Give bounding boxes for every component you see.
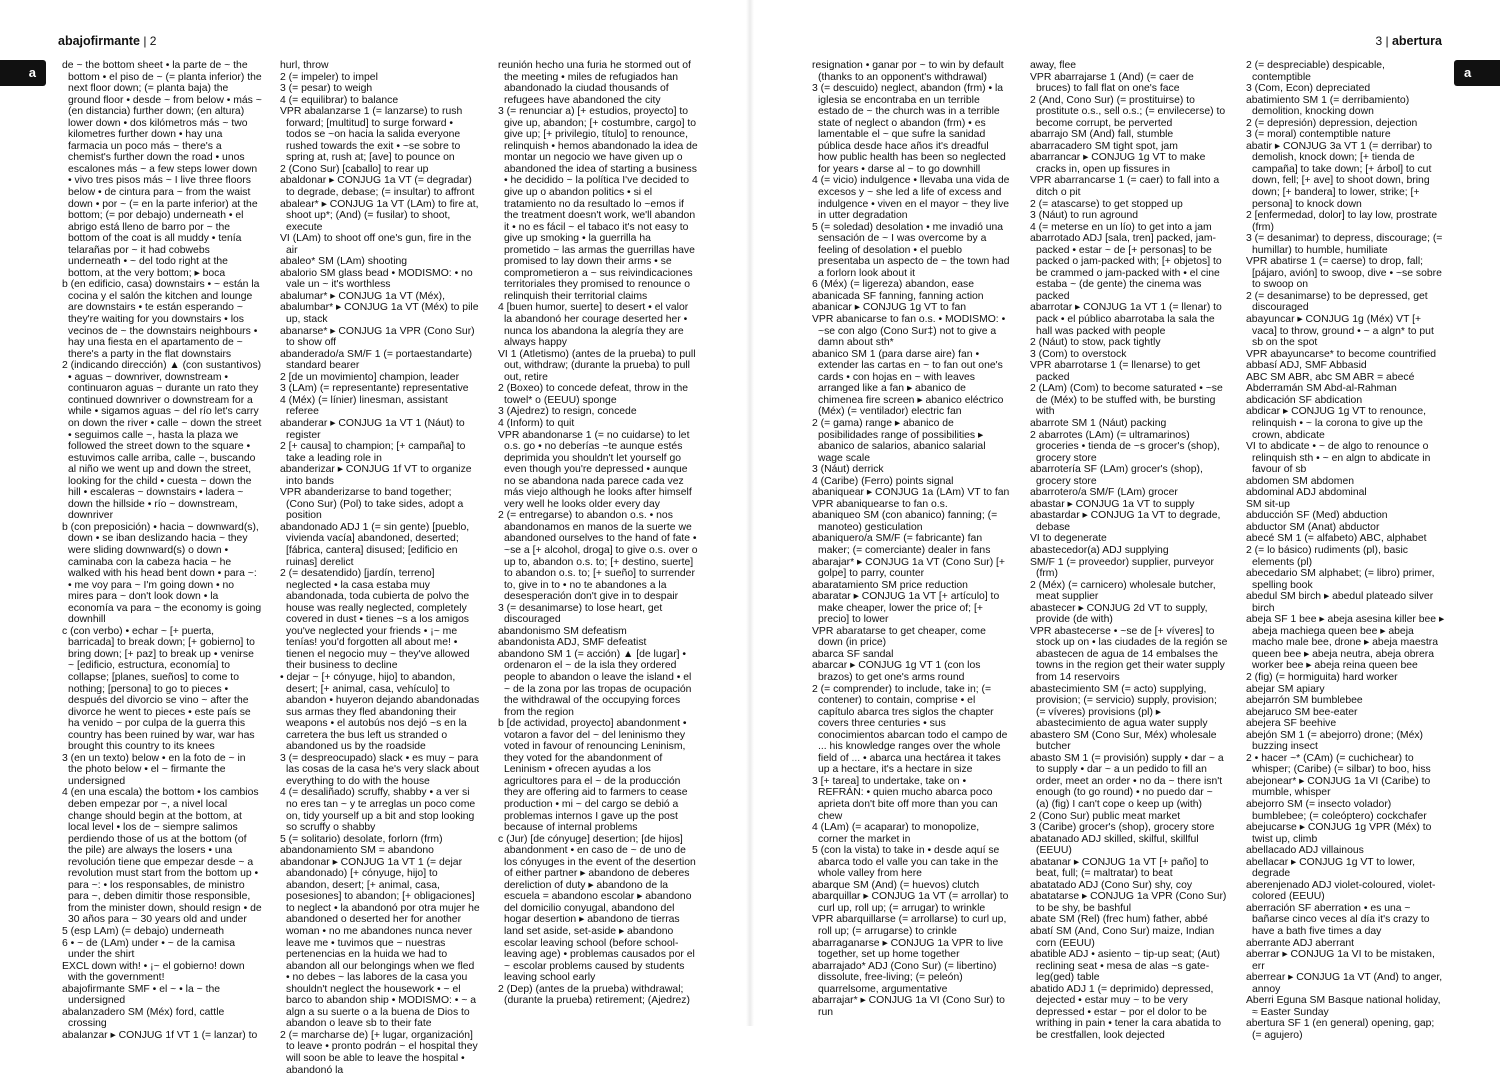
dictionary-entry: abarrajar* ▸ CONJUG 1a VI (Cono Sur) to run	[812, 995, 1005, 1018]
dictionary-entry: 3 (= despreocupado) slack • es muy ~ para las cosas de la casa he's very slack about everything to do with the house	[280, 752, 480, 787]
dictionary-entry: abarrancar ▸ CONJUG 1g VT to make cracks in, open up fissures in	[1030, 152, 1206, 175]
dictionary-entry: abarrajado* ADJ (Cono Sur) (= libertino) dissolute, free-living; (= pelеón) quarrelsome, argumentative	[812, 960, 997, 995]
dictionary-entry: 2 (Náut) to stow, pack tightly	[1030, 337, 1161, 349]
dictionary-entry: abeja SF 1 bee ▸ abeja asesina killer bee ▸ abeja machiega queen bee ▸ abeja macho male bee, drone ▸ abeja maestra queen bee ▸ abeja neutra, abeja obrera worker bee ▸ abeja reina queen bee	[1246, 614, 1445, 672]
dictionary-entry: 3 (Com) to overstock	[1030, 348, 1127, 360]
dictionary-entry: abastecedor(a) ADJ supplying	[1030, 544, 1169, 556]
dictionary-entry: 5 (= soledad) desolation • me invadió una sensación de ~ I was overcome by a feeling of desolation • el pueblo presentaba un aspecto de ~ the town had a forlorn look about it	[812, 221, 1010, 279]
dictionary-entry: abandono SM 1 (= acción) ▲ [de lugar] • ordenaron el ~ de la isla they ordered people to abandon o leave the island • el ~ de la zona por las tropas de ocupación the withdrawal of the occupying forces from the region	[498, 648, 692, 718]
dictionary-entry: 4 [buen humor, suerte] to desert • el valor la abandonó her courage deserted her • nunca los abandona la alegría they are always happy	[498, 302, 689, 349]
dictionary-entry: abaniquero/a SM/F (= fabricante) fan maker; (= comerciante) dealer in fans	[812, 533, 991, 556]
dictionary-entry: 2 (= comprender) to include, take in; (= contener) to contain, comprise • el capítulo abarca tres siglos the chapter covers three centuries • sus conocimientos abarcan todo el campo de ... his knowledge ranges over the whole field of ... • abarca una hectárea it takes up a hectare, it's a hectare in size	[812, 683, 1008, 776]
dictionary-entry: 2 (Boxeo) to concede defeat, throw in the towel* o (EEUU) sponge	[498, 383, 689, 406]
dictionary-entry: abejarrón SM bumblebee	[1246, 695, 1363, 707]
dictionary-entry: abandonamiento SM = abandono	[280, 845, 434, 857]
dictionary-entry: VPR abanderizarse to band together; (Cono Sur) (Pol) to take sides, adopt a position	[280, 487, 464, 522]
dictionary-entry: VPR abarrajarse 1 (And) (= caer de bruces) to fall flat on one's face	[1030, 71, 1194, 95]
dictionary-entry: abayuncar ▸ CONJUG 1g (Méx) VT [+ vaca] to throw, ground • ~ a algn* to put sb on the spot	[1246, 314, 1434, 349]
right-column-1	[812, 60, 1010, 1018]
left-guide-word: abajofirmante	[58, 34, 140, 48]
dictionary-entry: VPR abarrancarse 1 (= caer) to fall into a ditch o pit	[1030, 175, 1220, 199]
dictionary-entry: VPR abarrotarse 1 (= llenarse) to get packed	[1030, 360, 1201, 383]
dictionary-entry: 2 (Cono Sur) public meat market	[1030, 810, 1181, 822]
dictionary-entry: c (Jur) [de cónyuge] desertion; [de hijos] abandonment • en caso de ~ de uno de los cónyuges in the event of the desertion of either partner ▸ abandono de deberes dereliction of duty ▸ abandono de la escuela = abandono escolar ▸ abandono del domicilio conyugal, abandono del hogar desertion ▸ abandono de tierras land set aside, set-aside ▸ abandono escolar leaving school (before school-leaving age) • problemas causados por el ~ escolar problems caused by students leaving school early	[498, 833, 696, 984]
dictionary-entry: abbasí ADJ, SMF Abbasid	[1246, 360, 1367, 372]
right-running-head	[1375, 34, 1442, 48]
dictionary-entry: abalanzar ▸ CONJUG 1f VT 1 (= lanzar) to	[62, 1029, 258, 1041]
dictionary-entry: 3 (= pesar) to weigh	[280, 83, 373, 95]
dictionary-entry: abastar ▸ CONJUG 1a VT to supply	[1030, 498, 1195, 510]
dictionary-entry: 2 [+ causa] to champion; [+ campaña] to take a leading role in	[280, 441, 466, 464]
dictionary-entry: c (con verbo) • echar ~ [+ puerta, barricada] to break down; [+ gobierno] to bring down; [+ paz] to break up • venirse ~ [edificio, estructura, economía] to collapse; [planes, sueños] to come to nothing; [persona] to go to pieces • después del divorcio se vino ~ after the divorce he went to pieces • este país se ha venido ~ por culpa de la guerra this country has been ruined by war, war has brought this country to its knees	[62, 625, 255, 753]
dictionary-entry: 4 (Caribe) (Ferro) points signal	[812, 475, 954, 487]
dictionary-entry: abastero SM (Cono Sur, Méx) wholesale butcher	[1030, 729, 1217, 753]
dictionary-entry: abatanar ▸ CONJUG 1a VT [+ paño] to beat, full; (= maltratar) to beat	[1030, 856, 1209, 880]
right-thumb-index-tab: a	[1454, 60, 1500, 86]
dictionary-entry: 3 (en un texto) below • en la foto de ~ in the photo below • el ~ firmante the undersigned	[62, 752, 246, 787]
dictionary-entry: abatible ADJ • asiento ~ tip-up seat; (Aut) reclining seat • mesa de alas ~s gate-leg(ged) table	[1030, 949, 1220, 984]
left-page-number: 2	[149, 34, 157, 48]
dictionary-entry: abastardar ▸ CONJUG 1a VT to degrade, debase	[1030, 510, 1221, 533]
dictionary-entry: 3 (Náut) derrick	[812, 464, 884, 476]
left-thumb-index-tab: a	[0, 60, 46, 86]
dictionary-entry: VPR abandonarse 1 (= no cuidarse) to let o.s. go • no deberías ~te aunque estés deprimida you shouldn't let yourself go even though you're depressed • aunque no se abandona nada parece cada vez más viejo although he looks after himself very well he looks older every day	[498, 429, 692, 510]
left-column-3	[498, 60, 698, 1007]
dictionary-entry: Abderramán SM Abd-al-Rahman	[1246, 383, 1397, 395]
dictionary-entry: abandonismo SM defeatism	[498, 625, 627, 637]
left-running-head	[58, 34, 156, 48]
dictionary-entry: abarajar* ▸ CONJUG 1a VT (Cono Sur) [+ golpe] to parry, counter	[812, 556, 1005, 580]
dictionary-entry: aberración SF aberration • es una ~ bañarse cinco veces al día it's crazy to have a bath five times a day	[1246, 902, 1430, 938]
left-header-separator: |	[143, 34, 147, 48]
dictionary-entry: VPR abastecerse • ~se de [+ víveres] to stock up on • las ciudades de la región se abastecen de agua de 14 embalses the towns in the region get their water supply from 14 reservoirs	[1030, 625, 1228, 683]
dictionary-entry: abate SM (Rel) (frec hum) father, abbé	[1030, 914, 1208, 926]
dictionary-entry: b (con preposición) • hacia ~ downward(s), down • se iban deslizando hacia ~ they were sliding downward(s) o down • caminaba con la cabeza hacia ~ he walked with his head bent down • para ~: • me voy para ~ I'm going down • no mires para ~ don't look down • la economía va para ~ the economy is going downhill	[62, 521, 262, 626]
dictionary-entry: abejorro SM (= insecto volador) bumblebee; (= coleóptero) cockchafer	[1246, 799, 1427, 822]
dictionary-entry: 2 (= depresión) depression, dejection	[1246, 117, 1418, 129]
dictionary-entry: 2 [de un movimiento] champion, leader	[280, 371, 460, 383]
dictionary-entry: 5 (= solitario) desolate, forlorn (frm)	[280, 833, 443, 845]
dictionary-entry: VPR abayuncarse* to become countrified	[1246, 348, 1437, 360]
dictionary-entry: 4 (= equilibrar) to balance	[280, 94, 399, 106]
dictionary-entry: abaratar ▸ CONJUG 1a VT [+ artículo] to make cheaper, lower the price of; [+ precio] to lower	[812, 591, 1000, 626]
dictionary-entry: abanarse* ▸ CONJUG 1a VPR (Cono Sur) to show off	[280, 325, 475, 349]
dictionary-entry: abducción SF (Med) abduction	[1246, 510, 1388, 522]
dictionary-entry: VPR abarquillarse (= arrollarse) to curl up, roll up; (= arrugarse) to crinkle	[812, 914, 1007, 938]
dictionary-entry: abanderado/a SM/F 1 (= portaestandarte) standard bearer	[280, 348, 473, 372]
dictionary-entry: abatatarse ▸ CONJUG 1a VPR (Cono Sur) to be shy, be bashful	[1030, 891, 1227, 914]
dictionary-entry: abecé SM 1 (= alfabeto) ABC, alphabet	[1246, 533, 1427, 545]
left-column-1	[62, 60, 262, 1041]
dictionary-entry: abarcar ▸ CONJUG 1g VT 1 (con los brazos) to get one's arms round	[812, 660, 981, 683]
dictionary-entry: 2 (= impeler) to impel	[280, 71, 378, 83]
dictionary-entry: abatir ▸ CONJUG 3a VT 1 (= derribar) to demolish, knock down; [+ tienda de campaña] to take down; [+ árbol] to cut down, fell; [+ ave] to shoot down, bring down; [+ bandera] to lower, strike; [+ persona] to knock down	[1246, 140, 1433, 210]
dictionary-entry: abaldonar ▸ CONJUG 1a VT (= degradar) to degrade, debase; (= insultar) to affront	[280, 175, 475, 199]
dictionary-entry: abaleo* SM (LAm) shooting	[280, 256, 408, 268]
dictionary-entry: abertura SF 1 (en general) opening, gap; (= agujero)	[1246, 1018, 1435, 1041]
dictionary-entry: abalumbar* ▸ CONJUG 1a VT (Méx) to pile up, stack	[280, 302, 479, 326]
dictionary-entry: VI to abdicate • ~ de algo to renounce o relinquish sth • ~ en algn to abdicate in favour of sb	[1246, 441, 1431, 476]
dictionary-entry: abellacar ▸ CONJUG 1g VT to lower, degrade	[1246, 856, 1416, 880]
dictionary-entry: abecedario SM alphabet; (= libro) primer, spelling book	[1246, 568, 1435, 591]
right-guide-word: abertura	[1391, 34, 1442, 48]
dictionary-entry: b [de actividad, proyecto] abandonment • votaron a favor del ~ del leninismo they voted in favour of renouncing Leninism, they voted for the abandonment of Leninism • ofrecen ayudas a los agricultores para el ~ de la producción they are offering aid to farmers to cease production • mi ~ del cargo se debió a problemas internos I gave up the post because of internal problems	[498, 718, 688, 834]
dictionary-entry: ABC SM ABR, abc SM ABR = abecé	[1246, 371, 1415, 383]
dictionary-entry: abasto SM 1 (= provisión) supply • dar ~ a to supply • dar ~ a un pedido to fill an order, meet an order • no da ~ there isn't enough (to go round) • no puedo dar ~ (a) (fig) I can't cope o keep up (with)	[1030, 752, 1224, 810]
dictionary-entry: reunión hecho una furia he stormed out of the meeting • miles de refugiados han abandonado la ciudad thousands of refugees have abandoned the city	[498, 60, 691, 106]
dictionary-entry: abarracadero SM tight spot, jam	[1030, 140, 1178, 152]
dictionary-entry: aberrante ADJ aberrant	[1246, 937, 1355, 949]
dictionary-entry: 3 (= descuido) neglect, abandon (frm) • la iglesia se encontraba en un terrible estado de ~ the church was in a terrible state of neglect o abandon (frm) • es lamentable el ~ que sufre la sanidad pública desde hace años it's dreadful how public health has been so neglected for years • darse al ~ to go downhill	[812, 83, 1006, 175]
dictionary-entry: abarrotero/a SM/F (LAm) grocer	[1030, 487, 1178, 499]
dictionary-entry: abatatado ADJ (Cono Sur) shy, coy	[1030, 879, 1193, 891]
dictionary-entry: abejera SF beehive	[1246, 718, 1337, 730]
dictionary-entry: abandonar ▸ CONJUG 1a VT 1 (= dejar abandonado) [+ cónyuge, hijo] to abandon, desert; [+ animal, casa, posesiones] to abandon; [+ obligaciones] to neglect • la abandonó por otra mujer he abandoned o deserted her for another woman • no me abandones nunca never leave me • tuvimos que ~ nuestras pertenencias en la huida we had to abandon all our belongings when we fled • no debes ~ las labores de la casa you shouldn't neglect the housework • ~ el barco to abandon ship • MODISMO: • ~ a algn a su suerte o a la buena de Dios to abandon o leave sb to their fate	[280, 856, 480, 1030]
dictionary-entry: 3 (Caribe) grocer's (shop), grocery store	[1030, 822, 1215, 834]
dictionary-entry: aberrear ▸ CONJUG 1a VT (And) to anger, annoy	[1246, 972, 1443, 995]
dictionary-entry: 3 [+ tarea] to undertake, take on • REFRÁN: • quien mucho abarca poco aprieta don't bite off more than you can chew	[812, 775, 998, 822]
dictionary-entry: abarrotería SF (LAm) grocer's (shop), grocery store	[1030, 464, 1203, 487]
dictionary-entry: abductor SM (Anat) abductor	[1246, 521, 1380, 533]
dictionary-entry: SM sit-up	[1246, 498, 1290, 510]
dictionary-entry: aberrar ▸ CONJUG 1a VI to be mistaken, err	[1246, 949, 1435, 972]
dictionary-entry: VPR abaniquearse to fan o.s.	[812, 498, 948, 510]
dictionary-entry: 2 (= desanimarse) to be depressed, get discouraged	[1246, 290, 1428, 314]
dictionary-entry: abalanzadero SM (Méx) ford, cattle crossing	[62, 1006, 225, 1030]
dictionary-entry: abarquillar ▸ CONJUG 1a VT (= arrollar) to curl up, roll up; (= arrugar) to wrinkle	[812, 891, 1009, 914]
dictionary-entry: abanico SM 1 (para darse aire) fan • extender las cartas en ~ to fan out one's cards • con hojas en ~ with leaves arranged like a fan ▸ abanico de chimenea fire screen ▸ abanico eléctrico (Méx) (= ventilador) electric fan	[812, 348, 1004, 418]
dictionary-entry: VI to degenerate	[1030, 533, 1107, 545]
dictionary-entry: de ~ the bottom sheet • la parte de ~ the bottom • el piso de ~ (= planta inferior) the next floor down; (= planta baja) the ground floor • desde ~ from below • más ~ (en distancia) further down; (en altura) lower down • dos kilómetros más ~ two kilometres further down • hay una farmacia un poco más ~ there's a chemist's further down the road • unos escalones más ~ a few steps lower down • vivo tres pisos más ~ I live three floors below • de cintura para ~ from the waist down • por ~ (= en la parte inferior) at the bottom; (= por debajo) underneath • el abrigo está lleno de barro por ~ the bottom of the coat is all muddy • tenía telarañas por ~ it had cobwebs underneath • ~ del todo right at the bottom, at the very bottom; ▸ boca	[62, 60, 262, 279]
dictionary-entry: abatido ADJ 1 (= deprimido) depressed, dejected • estar muy ~ to be very depressed • estar ~ por el dolor to be writhing in pain • tener la cara abatida to be crestfallen, look dejected	[1030, 983, 1222, 1041]
dictionary-entry: abarraganarse ▸ CONJUG 1a VPR to live together, set up home together	[812, 937, 1004, 961]
dictionary-entry: abalumar* ▸ CONJUG 1a VT (Méx),	[280, 290, 445, 302]
dictionary-entry: SM/F 1 (= proveedor) supplier, purveyor (frm)	[1030, 556, 1214, 580]
dictionary-entry: abanderizar ▸ CONJUG 1f VT to organize into bands	[280, 464, 472, 487]
dictionary-entry: away, flee	[1030, 60, 1077, 71]
dictionary-entry: 2 (= despreciable) despicable, contemptible	[1246, 60, 1385, 83]
dictionary-entry: hurl, throw	[280, 60, 329, 71]
dictionary-entry: 4 (= desaliñado) scruffy, shabby • a ver si no eres tan ~ y te arreglas un poco come on, tidy yourself up a bit and stop looking so scruffy o shabby	[280, 787, 476, 834]
dictionary-entry: abatí SM (And, Cono Sur) maize, Indian corn (EEUU)	[1030, 926, 1215, 949]
dictionary-entry: 2 (Dep) (antes de la prueba) withdrawal; (durante la prueba) retirement; (Ajedrez)	[498, 983, 690, 1007]
dictionary-entry: 2 (= entregarse) to abandon o.s. • nos abandonamos en manos de la suerte we abandoned ourselves to the hand of fate • ~se a [+ alcohol, droga] to give o.s. over o up to, abandon o.s. to; [+ destino, suerte] to abandon o.s. to; [+ sueño] to surrender to, give in to • no te abandones a la desesperación don't give in to despair	[498, 510, 698, 603]
dictionary-entry: abejucarse ▸ CONJUG 1g VPR (Méx) to twist up, climb	[1246, 822, 1432, 845]
dictionary-entry: 4 (= meterse en un lío) to get into a jam	[1030, 221, 1212, 233]
dictionary-entry: abaratamiento SM price reduction	[812, 579, 968, 591]
right-column-3	[1246, 60, 1446, 1041]
dictionary-entry: abanicar ▸ CONJUG 1g VT to fan	[812, 302, 967, 314]
dictionary-entry: EXCL down with! • ¡~ el gobierno! down with the government!	[62, 960, 245, 984]
dictionary-entry: resignation • ganar por ~ to win by default (thanks to an opponent's withdrawal)	[812, 60, 1004, 83]
dictionary-entry: 5 (esp LAm) (= debajo) underneath	[62, 926, 225, 938]
dictionary-entry: • dejar ~ [+ cónyuge, hijo] to abandon, desert; [+ animal, casa, vehículo] to abandon • huyeron dejando abandonadas sus armas they fled abandoning their weapons • el autobús nos dejó ~s en la carretera the bus left us stranded o abandoned us by the roadside	[280, 671, 480, 753]
dictionary-entry: 3 (= moral) contemptible nature	[1246, 129, 1391, 141]
dictionary-entry: VPR abanicarse to fan o.s. • MODISMO: • ~se con algo (Cono Sur‡) not to give a damn about sth*	[812, 314, 1006, 349]
dictionary-entry: abellacado ADJ villainous	[1246, 845, 1364, 857]
dictionary-entry: abejón SM 1 (= abejorro) drone; (Méx) buzzing insect	[1246, 729, 1424, 753]
dictionary-entry: abaniquear ▸ CONJUG 1a (LAm) VT to fan	[812, 487, 1010, 499]
dictionary-entry: aberenjenado ADJ violet-coloured, violet-colored (EEUU)	[1246, 879, 1436, 903]
dictionary-entry: 3 (= renunciar a) [+ estudios, proyecto] to give up, abandon; [+ costumbre, cargo] to give up; [+ privilegio, título] to renounce, relinquish • hemos abandonado la idea de montar un negocio we have given up o abandoned the idea of starting a business • he decidido ~ la política I've decided to give up o abandon politics • si el tratamiento no da resultado lo ~emos if the treatment doesn't work, we'll abandon it • no es fácil ~ el tabaco it's not easy to give up smoking • la guerrilla ha prometido ~ las armas the guerrillas have promised to lay down their arms • se comprometieron a ~ sus reivindicaciones territoriales they promised to renounce o relinquish their territorial claims	[498, 106, 698, 302]
dictionary-entry: abandonista ADJ, SMF defeatist	[498, 637, 647, 649]
dictionary-entry: abarrote SM 1 (Náut) packing	[1030, 417, 1167, 429]
left-column-2	[280, 60, 480, 1076]
dictionary-entry: abarrajo SM (And) fall, stumble	[1030, 129, 1174, 141]
dictionary-entry: abatimiento SM 1 (= derribamiento) demolition, knocking down	[1246, 94, 1410, 118]
dictionary-entry: 6 (Méx) (= ligereza) abandon, ease	[812, 279, 975, 291]
dictionary-entry: Aberri Eguna SM Basque national holiday, ≈ Easter Sunday	[1246, 995, 1441, 1018]
dictionary-entry: 6 • ~ de (LAm) under • ~ de la camisa under the shirt	[62, 937, 236, 961]
dictionary-entry: abdominal ADJ abdominal	[1246, 487, 1367, 499]
dictionary-entry: abdicación SF abdication	[1246, 394, 1363, 406]
dictionary-entry: b (en edificio, casa) downstairs • ~ están la cocina y el salón the kitchen and lounge are downstairs • te están esperando ~ they're waiting for you downstairs • los vecinos de ~ the downstairs neighbours • hay una fiesta en el apartamento de ~ there's a party in the flat downstairs	[62, 279, 260, 360]
dictionary-entry: VI 1 (Atletismo) (antes de la prueba) to pull out, withdraw; (durante la prueba) to pull out, retire	[498, 348, 696, 383]
dictionary-entry: 3 (LAm) (= representante) representative	[280, 383, 469, 395]
dictionary-entry: 3 (Ajedrez) to resign, concede	[498, 406, 637, 418]
dictionary-entry: VPR abaratarse to get cheaper, come down (in price)	[812, 625, 986, 649]
right-page-number: 3	[1375, 34, 1383, 48]
dictionary-entry: abalorio SM glass bead • MODISMO: • no vale un ~ it's worthless	[280, 267, 473, 291]
dictionary-entry: 4 (Méx) (= línier) linesman, assistant referee	[280, 394, 448, 418]
dictionary-entry: abejar SM apiary	[1246, 683, 1325, 695]
dictionary-entry: 2 (fig) (= hormiguita) hard worker	[1246, 671, 1398, 683]
dictionary-entry: 5 (con la vista) to take in • desde aquí se abarca todo el valle you can take in the whole valley from here	[812, 845, 1000, 880]
dictionary-entry: 4 (LAm) (= acaparar) to monopolize, corner the market in	[812, 822, 980, 845]
dictionary-entry: abedul SM birch ▸ abedul plateado silver birch	[1246, 591, 1434, 614]
dictionary-entry: abanderar ▸ CONJUG 1a VT 1 (Náut) to register	[280, 417, 465, 441]
dictionary-entry: abdomen SM abdomen	[1246, 475, 1355, 487]
dictionary-entry: 2 [enfermedad, dolor] to lay low, prostrate (frm)	[1246, 210, 1438, 233]
dictionary-entry: abarrotar ▸ CONJUG 1a VT 1 (= llenar) to pack • el público abarrotaba la sala the hall was packed with people	[1030, 302, 1222, 337]
dictionary-entry: 4 (= vicio) indulgence • llevaba una vida de excesos y ~ she led a life of excess and indulgence • viven en el mayor ~ they live in utter degradation	[812, 175, 1010, 222]
dictionary-entry: abarque SM (And) (= huevos) clutch	[812, 879, 980, 891]
dictionary-entry: 3 (Náut) to run aground	[1030, 210, 1139, 222]
dictionary-entry: 2 (= desatendido) [jardín, terreno] neglected • la casa estaba muy abandonada, toda cubierta de polvo the house was really neglected, completely covered in dust • tienes ~s a los amigos you've neglected your friends • ¡~ me tenías! you'd forgotten all about me! • tienen el negocio muy ~ they've allowed their business to decline	[280, 568, 470, 672]
dictionary-entry: 2 (LAm) (Com) to become saturated • ~se de (Méx) to be stuffed with, be bursting with	[1030, 383, 1223, 418]
dictionary-entry: 2 (indicando dirección) ▲ (con sustantivos) • aguas ~ downriver, downstream • continuaron aguas ~ durante un rato they continued downriver o downstream for a while • sigamos aguas ~ del río let's carry on down the river • calle ~ down the street • seguimos calle ~, hasta la plaza we followed the street down to the square • estuvimos calle arriba, calle ~, buscando al niño we went up and down the street, looking for the child • cuesta ~ down the hill • escaleras ~ downstairs • ladera ~ down the hillside • río ~ downstream, downriver	[62, 360, 262, 522]
dictionary-entry: 3 (Com, Econ) depreciated	[1246, 83, 1371, 95]
dictionary-entry: 2 • hacer ~* (CAm) (= cuchichear) to whisper; (Caribe) (= silbar) to boo, hiss	[1246, 752, 1431, 776]
dictionary-entry: abejonear* ▸ CONJUG 1a VI (Caribe) to mumble, whisper	[1246, 775, 1431, 799]
dictionary-entry: abarca SF sandal	[812, 648, 894, 660]
dictionary-entry: abatanado ADJ skilled, skilful, skillful (EEUU)	[1030, 833, 1199, 857]
dictionary-entry: abanicada SF fanning, fanning action	[812, 290, 984, 302]
dictionary-entry: 2 (And, Cono Sur) (= prostituirse) to prostitute o.s., sell o.s.; (= envilecerse) to become corrupt, be perverted	[1030, 94, 1226, 129]
dictionary-entry: 2 (Méx) (= carnicero) wholesale butcher, meat supplier	[1030, 579, 1216, 603]
dictionary-entry: abdicar ▸ CONJUG 1g VT to renounce, relinquish • ~ la corona to give up the crown, abdicate	[1246, 406, 1427, 441]
dictionary-entry: 3 (= desanimarse) to lose heart, get discouraged	[498, 602, 663, 626]
dictionary-entry: 2 (Cono Sur) [caballo] to rear up	[280, 163, 429, 175]
dictionary-entry: VPR abalanzarse 1 (= lanzarse) to rush forward; [multitud] to surge forward • todos se ~on hacia la salida everyone rushed towards the exit • ~se sobre to spring at, rush at; [ave] to pounce on	[280, 106, 463, 164]
dictionary-entry: 4 (en una escala) the bottom • los cambios deben empezar por ~, a nivel local change should begin at the bottom, at local level • los de ~ siempre salimos perdiendo those of us at the bottom (of the pile) are always the losers • una revolución tiene que empezar desde ~ a revolution must start from the bottom up • para ~: • los responsables, de ministro para ~, deben dimitir those responsible, from the minister down, should resign • de 30 años para ~ 30 years old and under	[62, 787, 262, 926]
dictionary-entry: 2 abarrotes (LAm) (= ultramarinos) groceries • tienda de ~s grocer's (shop), grocery store	[1030, 429, 1220, 464]
dictionary-entry: abastecer ▸ CONJUG 2d VT to supply, provide (de with)	[1030, 602, 1208, 626]
dictionary-entry: 2 (= marcharse de) [+ lugar, organización] to leave • pronto podrán ~ el hospital they will soon be able to leave the hospital • abandonó la	[280, 1029, 478, 1076]
dictionary-entry: abajofirmante SMF • el ~ • la ~ the undersigned	[62, 983, 221, 1007]
right-header-separator: |	[1385, 34, 1389, 48]
right-column-2	[1030, 60, 1228, 1041]
dictionary-entry: abastecimiento SM (= acto) supplying, provision; (= servicio) supply, provision; (= víveres) provisions (pl) ▸ abastecimiento de agua water supply	[1030, 683, 1217, 730]
dictionary-entry: 4 (Inform) to quit	[498, 417, 575, 429]
dictionary-entry: 2 (= gama) range ▸ abanico de posibilidades range of possibilities ▸ abanico de salarios, abanico salarial wage scale	[812, 417, 986, 464]
right-page	[750, 0, 1500, 1041]
dictionary-entry: 2 (= atascarse) to get stopped up	[1030, 198, 1183, 210]
dictionary-entry: abarrotado ADJ [sala, tren] packed, jam-packed • estar ~ de [+ personas] to be packed o jam-packed with; [+ objetos] to be crammed o jam-packed with • el cine estaba ~ (de gente) the cinema was packed	[1030, 233, 1222, 302]
dictionary-entry: abejaruco SM bee-eater	[1246, 706, 1358, 718]
dictionary-entry: VI (LAm) to shoot off one's gun, fire in the air	[280, 233, 472, 256]
dictionary-entry: abaniqueo SM (con abanico) fanning; (= manoteo) gesticulation	[812, 510, 998, 533]
dictionary-entry: abandonado ADJ 1 (= sin gente) [pueblo, vivienda vacía] abandoned, deserted; [fábrica, cantera] disused; [edificio en ruinas] derelict	[280, 521, 470, 568]
dictionary-entry: 2 (= lo básico) rudiments (pl), basic elements (pl)	[1246, 544, 1408, 568]
dictionary-entry: 3 (= desanimar) to depress, discourage; (= humillar) to humble, humiliate	[1246, 233, 1443, 256]
dictionary-entry: abalear* ▸ CONJUG 1a VT (LAm) to fire at, shoot up*; (And) (= fusilar) to shoot, execute	[280, 198, 479, 233]
dictionary-entry: VPR abatirse 1 (= caerse) to drop, fall; [pájaro, avión] to swoop, dive • ~se sobre to swoop on	[1246, 256, 1442, 291]
